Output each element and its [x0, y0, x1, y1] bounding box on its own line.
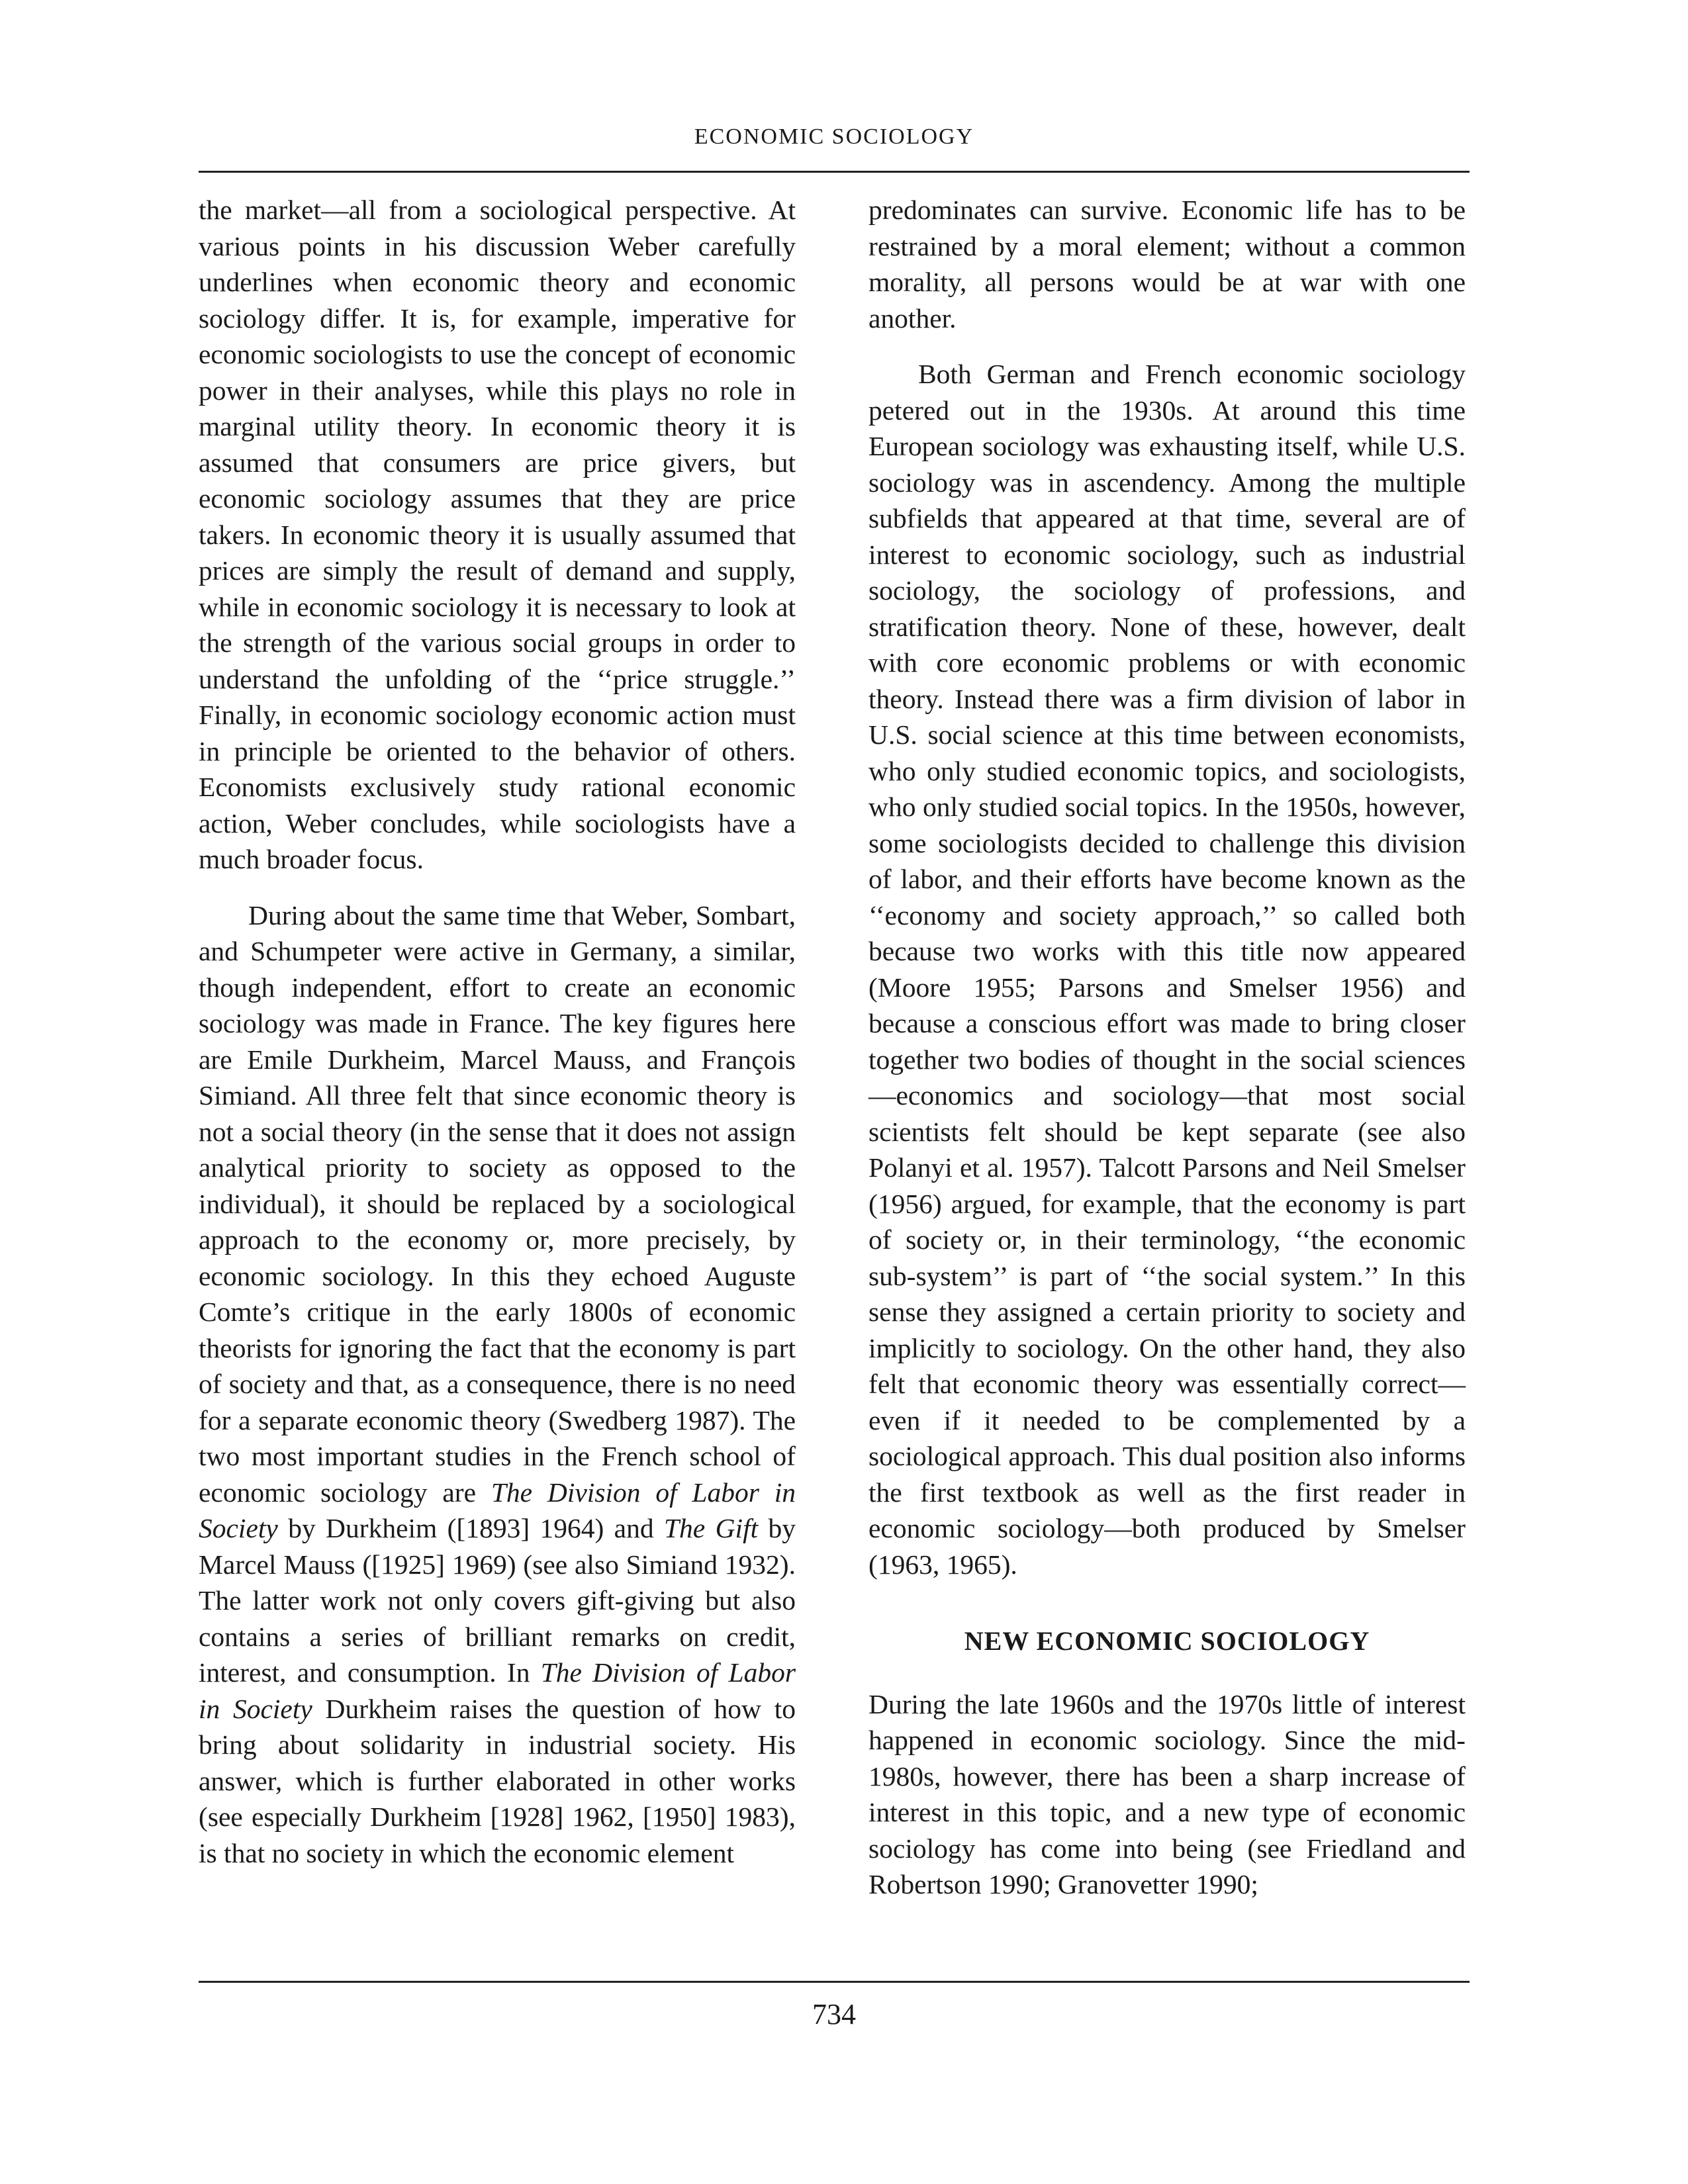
book-title: The Division of Labor in Society — [199, 1477, 796, 1543]
book-title: The Gift — [663, 1513, 759, 1543]
paragraph: During about the same time that Weber, Sombart, and Schumpeter were active in Germany, a similar, though independent, effort to create an economic sociology was made in France. The key figures here are Emile Durkheim, Marcel Mauss, and François Simiand. All three felt that since economic theory is not a social theory (in the sense that it does not assign analytical priority to society as opposed to the individual), it should be replaced by a sociological approach to the economy or, more precisely, by economic sociology. In this they echoed Auguste Comte’s critique in the early 1800s of economic theorists for ignoring the fact that the economy is part of society and that, as a consequence, there is no need for a separate economic theory (Swedberg 1987). The two most important studies in the French school of economic sociology are The Division of Labor in Society by Durkheim ([1893] 1964) and The Gift by Marcel Mauss ([1925] 1969) (see also Simiand 1932). The latter work not only covers gift-giving but also contains a series of brilliant remarks on credit, interest, and consumption. In The Division of Labor in Society Durkheim raises the question of how to bring about solidarity in industrial society. His answer, which is further elaborated in other works (see especially Durkheim [1928] 1962, [1950] 1983), is that no society in which the economic element — [199, 899, 796, 1868]
footer-rule — [199, 1981, 1470, 1983]
paragraph: Both German and French economic sociology petered out in the 1930s. At around this time European sociology was exhausting itself, while U.S. sociology was in ascendency. Among the multiple subfields that appeared at that time, several are of interest to economic sociology, such as industrial sociology, the sociology of professions, and stratification theory. None of these, however, dealt with core economic problems or with economic theory. Instead there was a firm division of labor in U.S. social science at this time between economists, who only studied economic topics, and sociologists, who only studied social topics. In the 1950s, however, some sociologists decided to challenge this division of labor, and their efforts have become known as the ‘‘economy and society approach,’’ so called both because two works with this title now appeared (Moore 1955; Parsons and Smelser 1956) and because a conscious effort was made to bring closer together two bodies of thought in the social sciences—economics and sociology—that most social scientists felt should be kept separate (see also Polanyi et al. 1957). Talcott Parsons and Neil Smelser (1956) argued, for example, that the economy is part of society or, in their terminology, ‘‘the economic sub-system’’ is part of ‘‘the social system.’’ In this sense they assigned a certain priority to society and implicitly to sociology. On the other hand, they also felt that economic theory was essentially correct—even if it needed to be complemented by a sociological approach. This dual position also informs the first textbook as well as the first reader in economic sociology—both produced by Smelser (1963, 1965). — [868, 359, 1466, 1580]
paragraph: predominates can survive. Economic life has to be restrained by a moral element; without a common morality, all persons would be at war with one another. — [868, 195, 1466, 334]
running-head: ECONOMIC SOCIOLOGY — [694, 124, 974, 149]
page-number: 734 — [812, 1998, 856, 2030]
right-column — [868, 192, 1466, 1903]
left-column — [199, 192, 796, 1871]
header-rule — [199, 171, 1470, 173]
paragraph: the market—all from a sociological perspective. At various points in his discussion Weber carefully underlines when economic theory and economic sociology differ. It is, for example, imperative for economic sociologists to use the concept of economic power in their analyses, while this plays no role in marginal utility theory. In economic theory it is assumed that consumers are price givers, but economic sociology assumes that they are price takers. In economic theory it is usually assumed that prices are simply the result of demand and supply, while in economic sociology it is necessary to look at the strength of the various social groups in order to understand the unfolding of the ‘‘price struggle.’’ Finally, in economic sociology economic action must in principle be oriented to the behavior of others. Economists exclusively study rational economic action, Weber concludes, while sociologists have a much broader focus. — [199, 195, 796, 874]
section-heading: NEW ECONOMIC SOCIOLOGY — [964, 1626, 1370, 1656]
book-title: The Division of Labor in Society — [199, 1657, 796, 1724]
paragraph: During the late 1960s and the 1970s little of interest happened in economic sociology. Since the mid-1980s, however, there has been a sharp increase of interest in this topic, and a new type of economic sociology has come into being (see Friedland and Robertson 1990; Granovetter 1990; — [868, 1688, 1466, 1899]
